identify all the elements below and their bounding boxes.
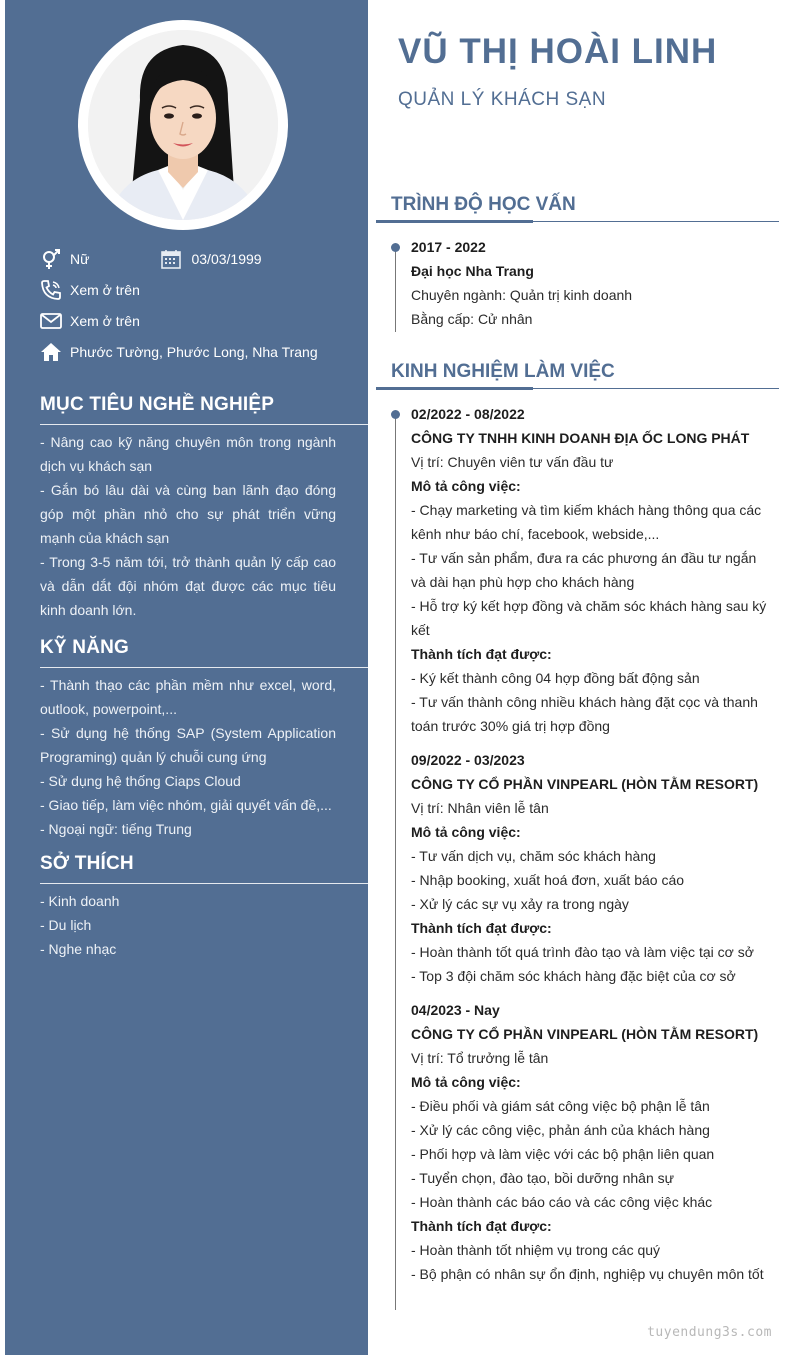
address-value: Phước Tường, Phước Long, Nha Trang — [70, 343, 318, 360]
skills-text — [40, 673, 336, 841]
education-school: Đại học Nha Trang — [411, 263, 534, 279]
email-value: Xem ở trên — [70, 312, 140, 329]
avatar — [88, 30, 278, 220]
hobbies-text — [40, 889, 336, 961]
job-position: Vị trí: Tổ trưởng lễ tân — [411, 1050, 549, 1066]
hobby-line: - Du lịch — [40, 917, 92, 933]
envelope-icon — [40, 310, 70, 332]
job-desc-line: - Chạy marketing và tìm kiếm khách hàng thông qua các kênh như báo chí, facebook, webside,... — [411, 502, 762, 542]
job-period: 02/2022 - 08/2022 — [411, 406, 525, 422]
job-achv-line: - Tư vấn thành công nhiều khách hàng đặt cọc và thanh toán trước 30% giá trị hợp đồng — [411, 694, 758, 734]
skill-line: - Ngoại ngữ: tiếng Trung — [40, 821, 192, 837]
education-period: 2017 - 2022 — [411, 239, 486, 255]
job-achv-line: - Ký kết thành công 04 hợp đồng bất động sản — [411, 670, 700, 686]
job-achv-line: - Bộ phận có nhân sự ổn định, nghiệp vụ chuyên môn tốt — [411, 1266, 764, 1282]
sidebar — [5, 0, 368, 1355]
home-icon — [40, 341, 70, 363]
hobby-line: - Nghe nhạc — [40, 941, 117, 957]
job-desc-line: - Điều phối và giám sát công việc bộ phận lễ tân — [411, 1098, 710, 1114]
hobbies-divider — [40, 883, 368, 884]
job-achv-label: Thành tích đạt được: — [411, 920, 552, 936]
candidate-name: VŨ THỊ HOÀI LINH — [398, 32, 718, 71]
skills-divider — [40, 667, 368, 668]
skill-line: - Thành thạo các phần mềm như excel, word, outlook, powerpoint,... — [40, 677, 336, 717]
job-desc-line: - Tư vấn sản phẩm, đưa ra các phương án đầu tư ngắn và dài hạn phù hợp cho khách hàng — [411, 550, 757, 590]
job-entry — [411, 748, 771, 988]
job-period: 09/2022 - 03/2023 — [411, 752, 525, 768]
job-achv-line: - Hoàn thành tốt nhiệm vụ trong các quý — [411, 1242, 661, 1258]
job-desc-label: Mô tả công việc: — [411, 478, 521, 494]
job-desc-line: - Tư vấn dịch vụ, chăm sóc khách hàng — [411, 848, 656, 864]
skill-line: - Giao tiếp, làm việc nhóm, giải quyết vấn đề,... — [40, 797, 332, 813]
experience-timeline — [395, 413, 396, 1310]
education-divider-accent — [376, 220, 533, 223]
job-achv-line: - Hoàn thành tốt quá trình đào tạo và làm việc tại cơ sở — [411, 944, 754, 960]
candidate-title: QUẢN LÝ KHÁCH SẠN — [398, 89, 607, 110]
job-desc-label: Mô tả công việc: — [411, 1074, 521, 1090]
calendar-icon — [161, 248, 191, 270]
job-desc-line: - Hỗ trợ ký kết hợp đồng và chăm sóc khách hàng sau ký kết — [411, 598, 767, 638]
address-row — [40, 336, 360, 367]
job-company: CÔNG TY TNHH KINH DOANH ĐỊA ỐC LONG PHÁT — [411, 430, 750, 446]
job-entry — [411, 402, 771, 738]
education-timeline — [395, 246, 396, 332]
job-position: Vị trí: Chuyên viên tư vấn đầu tư — [411, 454, 614, 470]
job-desc-line: - Nhập booking, xuất hoá đơn, xuất báo cáo — [411, 872, 685, 888]
job-period: 04/2023 - Nay — [411, 1002, 500, 1018]
experience-title: KINH NGHIỆM LÀM VIỆC — [391, 361, 615, 382]
job-company: CÔNG TY CỔ PHẦN VINPEARL (HÒN TẰM RESORT) — [411, 776, 759, 792]
job-achv-label: Thành tích đạt được: — [411, 646, 552, 662]
education-degree: Bằng cấp: Cử nhân — [411, 311, 533, 327]
job-position: Vị trí: Nhân viên lễ tân — [411, 800, 549, 816]
avatar-photo — [88, 30, 278, 220]
job-company: CÔNG TY CỔ PHẦN VINPEARL (HÒN TẰM RESORT) — [411, 1026, 759, 1042]
job-achv-line: - Top 3 đội chăm sóc khách hàng đặc biệt của cơ sở — [411, 968, 736, 984]
gender-birthday-row — [40, 243, 360, 274]
objective-line: - Nâng cao kỹ năng chuyên môn trong ngành dịch vụ khách sạn — [40, 434, 336, 474]
gender-value: Nữ — [70, 250, 90, 267]
phone-row — [40, 274, 360, 305]
phone-value: Xem ở trên — [70, 281, 140, 298]
skill-line: - Sử dụng hệ thống SAP (System Application Programing) quản lý chuỗi cung ứng — [40, 725, 336, 765]
job-desc-line: - Tuyển chọn, đào tạo, bồi dưỡng nhân sự — [411, 1170, 674, 1186]
job-desc-label: Mô tả công việc: — [411, 824, 521, 840]
contact-info — [40, 243, 360, 367]
watermark: tuyendung3s.com — [647, 1325, 772, 1340]
gender-icon — [40, 248, 70, 270]
job-achv-label: Thành tích đạt được: — [411, 1218, 552, 1234]
job-entry — [411, 998, 771, 1286]
job-desc-line: - Hoàn thành các báo cáo và các công việc khác — [411, 1194, 713, 1210]
avatar-frame — [78, 20, 288, 230]
timeline-dot — [391, 243, 400, 252]
hobby-line: - Kinh doanh — [40, 893, 120, 909]
objective-title: MỤC TIÊU NGHỀ NGHIỆP — [40, 394, 275, 415]
job-desc-line: - Xử lý các công việc, phản ánh của khách hàng — [411, 1122, 710, 1138]
timeline-dot — [391, 410, 400, 419]
education-major: Chuyên ngành: Quản trị kinh doanh — [411, 287, 633, 303]
email-row — [40, 305, 360, 336]
objective-line: - Gắn bó lâu dài và cùng ban lãnh đạo đóng góp một phần nhỏ cho sự phát triển vững mạnh của khách sạn — [40, 482, 336, 546]
hobbies-title: SỞ THÍCH — [40, 853, 134, 874]
education-title: TRÌNH ĐỘ HỌC VẤN — [391, 194, 576, 215]
experience-divider-accent — [376, 387, 533, 390]
skill-line: - Sử dụng hệ thống Ciaps Cloud — [40, 773, 241, 789]
education-entry — [411, 235, 771, 331]
phone-icon — [40, 279, 70, 301]
skills-title: KỸ NĂNG — [40, 637, 130, 658]
job-desc-line: - Xử lý các sự vụ xảy ra trong ngày — [411, 896, 629, 912]
job-desc-line: - Phối hợp và làm việc với các bộ phận liên quan — [411, 1146, 715, 1162]
objective-line: - Trong 3-5 năm tới, trở thành quản lý cấp cao và dẫn dắt đội nhóm đạt được các mục tiêu kinh doanh lớn. — [40, 554, 336, 618]
objective-divider — [40, 424, 368, 425]
birthday-value: 03/03/1999 — [191, 250, 262, 267]
objective-text — [40, 430, 336, 622]
